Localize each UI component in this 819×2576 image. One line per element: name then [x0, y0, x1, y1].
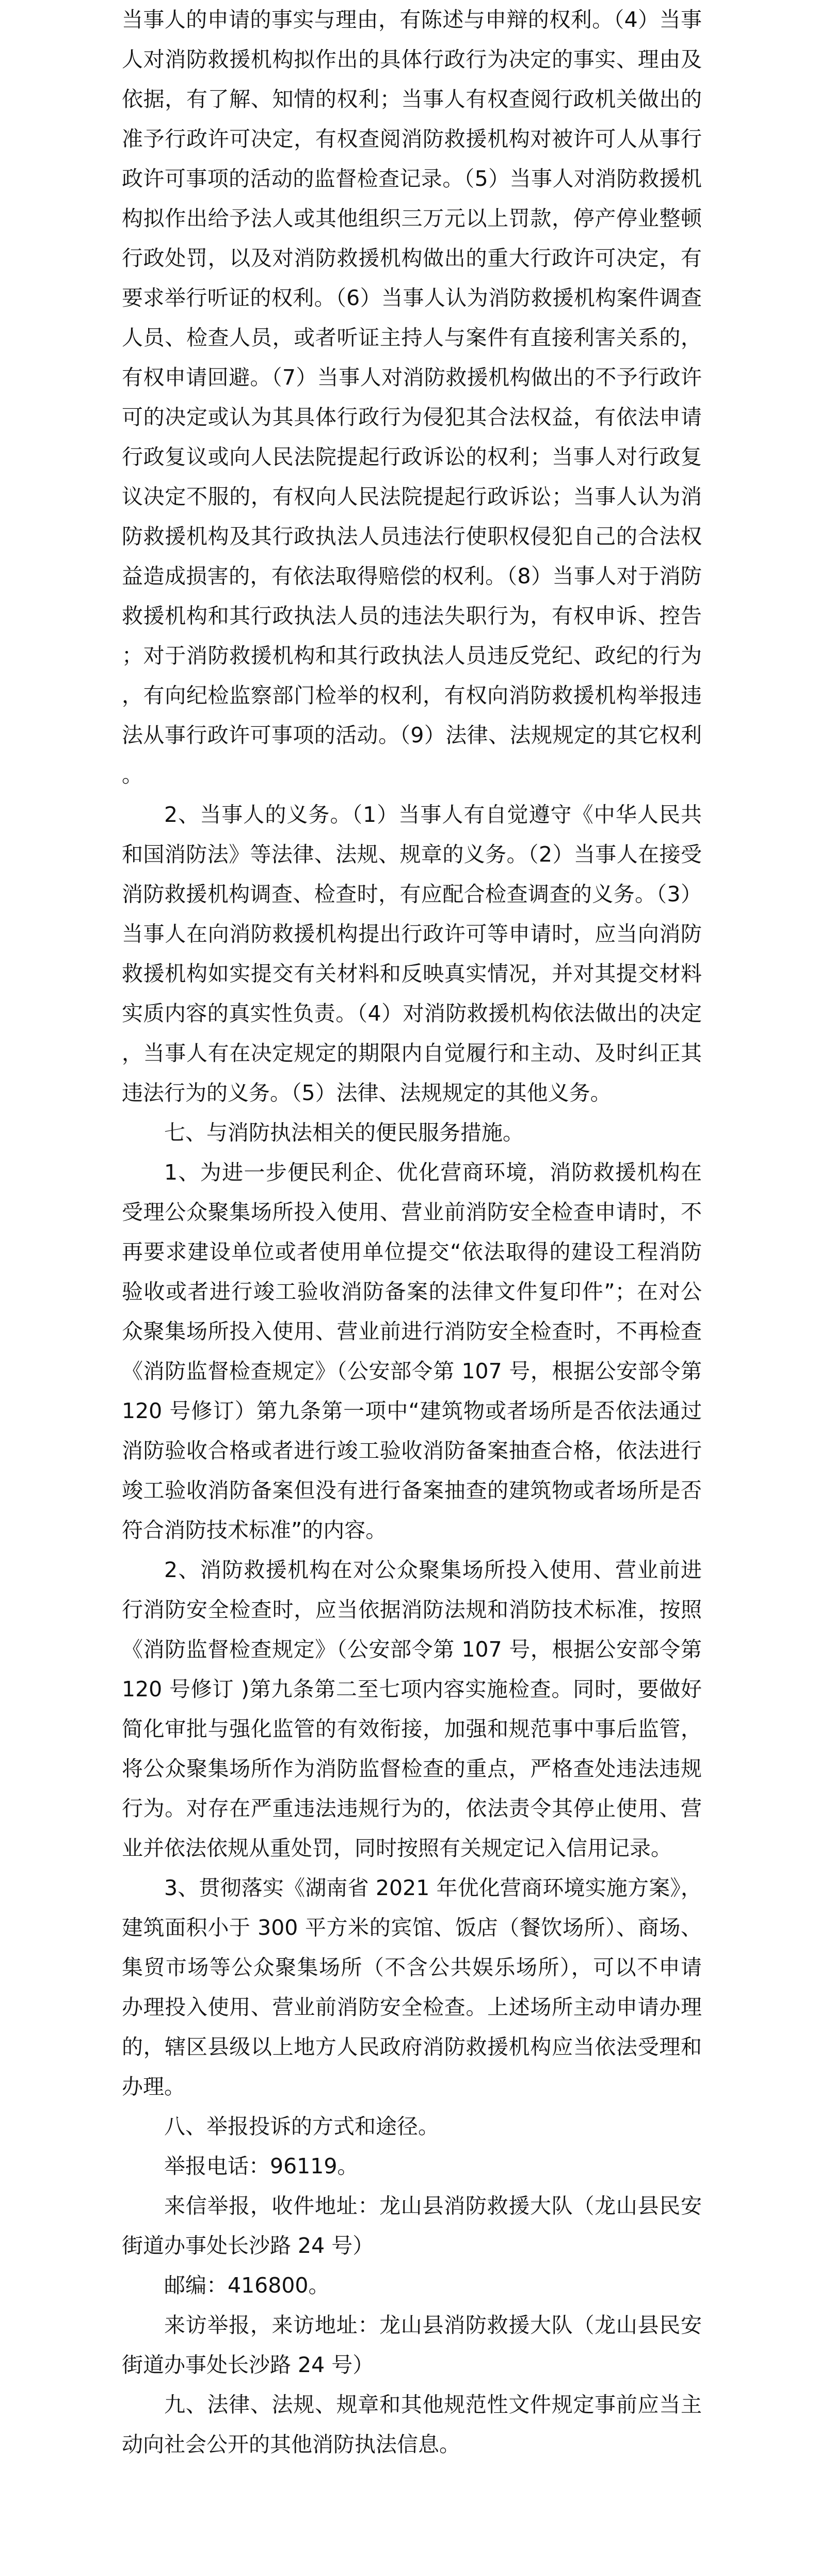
paragraph-convenience-item-1: 1、为进一步便民利企、优化营商环境，消防救援机构在受理公众聚集场所投入使用、营业前消防安全检查申请时，不再要求建设单位或者使用单位提交“依法取得的建设工程消防验收或者进行竣工验收消防备案的法律文件复印件”；在对公众聚集场所投入使用、营业前进行消防安全检查时，不再检查《消防监督检查规定》（公安部令第 107 号，根据公安部令第 120 号修订）第九条第一项中“建筑物或者场所是否依法通过消防验收合格或者进行竣工验收消防备案抽查合格，依法进行竣工验收消防备案但没有进行备案抽查的建筑物或者场所是否符合消防技术标准”的内容。 — [122, 1160, 702, 1543]
section-heading-convenience-services: 七、与消防执法相关的便民服务措施。 — [164, 1120, 524, 1145]
section-heading-reporting-channels: 八、举报投诉的方式和途径。 — [164, 2114, 439, 2139]
paragraph-party-obligations: 2、当事人的义务。（1）当事人有自觉遵守《中华人民共和国消防法》等法律、法规、规章的义务。（2）当事人在接受消防救援机构调查、检查时，有应配合检查调查的义务。（3）当事人在向消防救援机构提出行政许可等申请时，应当向消防救援机构如实提交有关材料和反映真实情况，并对其提交材料实质内容的真实性负责。（4）对消防救援机构依法做出的决定，当事人有在决定规定的期限内自觉履行和主动、及时纠正其违法行为的义务。（5）法律、法规规定的其他义务。 — [122, 802, 702, 1105]
reporting-visit-address: 来访举报，来访地址：龙山县消防救援大队（龙山县民安街道办事处长沙路 24 号） — [122, 2313, 702, 2377]
reporting-postcode: 邮编：416800。 — [164, 2273, 330, 2298]
paragraph-convenience-item-3: 3、贯彻落实《湖南省 2021 年优化营商环境实施方案》，建筑面积小于 300 平方米的宾馆、饭店（餐饮场所）、商场、集贸市场等公众聚集场所（不含公共娱乐场所），可以不申请办理投入使用、营业前消防安全检查。上述场所主动申请办理的，辖区县级以上地方人民政府消防救援机构应当依法受理和办理。 — [122, 1875, 702, 2099]
reporting-mail-address: 来信举报，收件地址：龙山县消防救援大队（龙山县民安街道办事处长沙路 24 号） — [122, 2193, 702, 2258]
document-body — [122, 0, 702, 2464]
reporting-phone: 举报电话：96119。 — [164, 2154, 359, 2179]
paragraph-convenience-item-2: 2、消防救援机构在对公众聚集场所投入使用、营业前进行消防安全检查时，应当依据消防法规和消防技术标准，按照《消防监督检查规定》（公安部令第 107 号，根据公安部令第 120 号修订 )第九条第二至七项内容实施检查。同时，要做好简化审批与强化监管的有效衔接，加强和规范事中事后监管，将公众聚集场所作为消防监督检查的重点，严格查处违法违规行为。对存在严重违法违规行为的，依法责令其停止使用、营业并依法依规从重处罚，同时按照有关规定记入信用记录。 — [122, 1557, 702, 1861]
paragraph-party-rights-continued: 当事人的申请的事实与理由，有陈述与申辩的权利。（4）当事人对消防救援机构拟作出的具体行政行为决定的事实、理由及依据，有了解、知情的权利；当事人有权查阅行政机关做出的准予行政许可决定，有权查阅消防救援机构对被许可人从事行政许可事项的活动的监督检查记录。（5）当事人对消防救援机构拟作出给予法人或其他组织三万元以上罚款，停产停业整顿行政处罚，以及对消防救援机构做出的重大行政许可决定，有要求举行听证的权利。（6）当事人认为消防救援机构案件调查人员、检查人员，或者听证主持人与案件有直接利害关系的，有权申请回避。（7）当事人对消防救援机构做出的不予行政许可的决定或认为其具体行政行为侵犯其合法权益，有依法申请行政复议或向人民法院提起行政诉讼的权利；当事人对行政复议决定不服的，有权向人民法院提起行政诉讼；当事人认为消防救援机构及其行政执法人员违法行使职权侵犯自己的合法权益造成损害的，有依法取得赔偿的权利。（8）当事人对于消防救援机构和其行政执法人员的违法失职行为，有权申诉、控告；对于消防救援机构和其行政执法人员违反党纪、政纪的行为，有向纪检监察部门检举的权利，有权向消防救援机构举报违法从事行政许可事项的活动。（9）法律、法规规定的其它权利。 — [122, 7, 702, 787]
section-heading-other-disclosures: 九、法律、法规、规章和其他规范性文件规定事前应当主动向社会公开的其他消防执法信息。 — [122, 2392, 702, 2457]
